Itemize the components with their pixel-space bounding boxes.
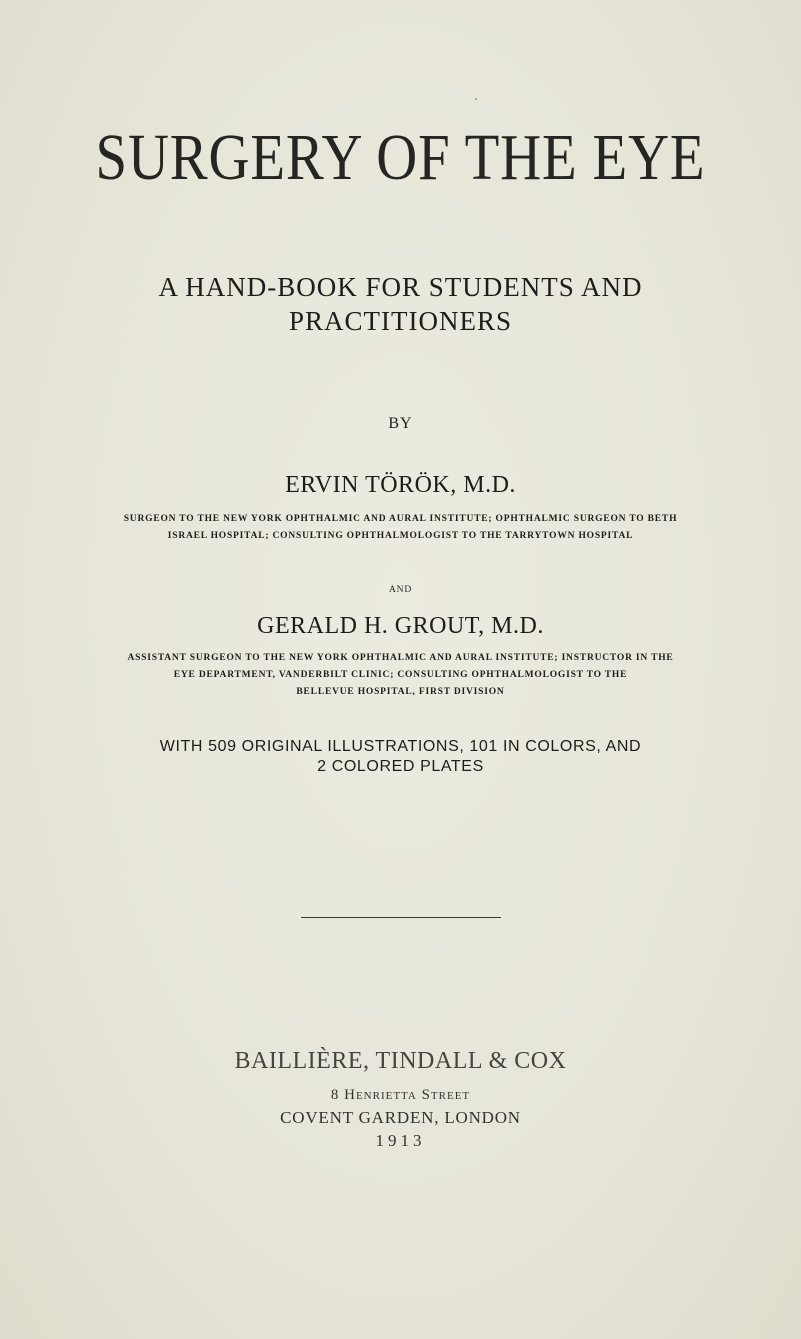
- by-label: BY: [388, 415, 413, 432]
- author-2-name: GERALD H. GROUT, M.D.: [257, 613, 544, 639]
- publisher-name: BAILLIÈRE, TINDALL & COX: [234, 1048, 567, 1074]
- divider-rule: [301, 917, 501, 918]
- author-2-credentials-line-3: BELLEVUE HOSPITAL, FIRST DIVISION: [296, 687, 505, 697]
- author-2-credentials-line-2: EYE DEPARTMENT, VANDERBILT CLINIC; CONSULTING OPHTHALMOLOGIST TO THE: [173, 670, 628, 680]
- and-label: AND: [389, 585, 412, 595]
- paper-speck: [475, 98, 477, 100]
- illustrations-line-1: WITH 509 ORIGINAL ILLUSTRATIONS, 101 IN COLORS, AND: [159, 738, 642, 755]
- subtitle-line-2: PRACTITIONERS: [288, 306, 512, 336]
- publication-year: 1913: [375, 1131, 426, 1150]
- illustrations-line-2: 2 COLORED PLATES: [317, 758, 484, 775]
- author-1-credentials-line-2: ISRAEL HOSPITAL; CONSULTING OPHTHALMOLOGIST TO THE TARRYTOWN HOSPITAL: [167, 531, 634, 541]
- subtitle-line-1: A HAND-BOOK FOR STUDENTS AND: [158, 272, 643, 302]
- publisher-street: 8 Henrietta Street: [330, 1087, 471, 1103]
- author-1-credentials-line-1: SURGEON TO THE NEW YORK OPHTHALMIC AND AURAL INSTITUTE; OPHTHALMIC SURGEON TO BETH: [123, 514, 678, 524]
- author-2-credentials-line-1: ASSISTANT SURGEON TO THE NEW YORK OPHTHALMIC AND AURAL INSTITUTE; INSTRUCTOR IN THE: [127, 653, 674, 663]
- author-1-name: ERVIN TÖRÖK, M.D.: [285, 472, 516, 498]
- book-title: SURGERY OF THE EYE: [95, 121, 706, 194]
- publisher-city: COVENT GARDEN, LONDON: [280, 1108, 521, 1127]
